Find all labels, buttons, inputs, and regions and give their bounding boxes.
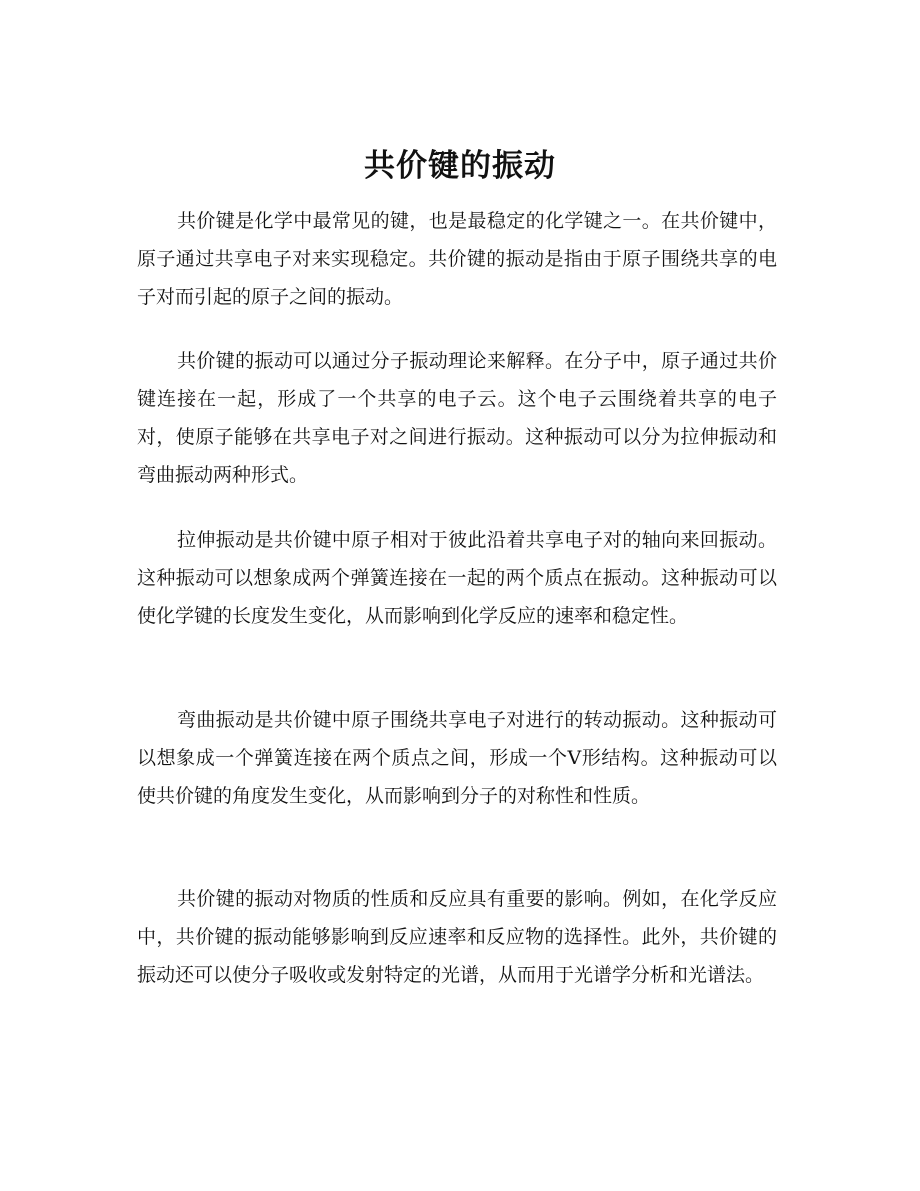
paragraph-3: 拉伸振动是共价键中原子相对于彼此沿着共享电子对的轴向来回振动。这种振动可以想象成两个弹簧连接在一起的两个质点在振动。这种振动可以使化学键的长度发生变化，从而影响到化学反应的速率和稳定性。 [137, 529, 777, 627]
paragraph-1: 共价键是化学中最常见的键，也是最稳定的化学键之一。在共价键中，原子通过共享电子对来实现稳定。共价键的振动是指由于原子围绕共享的电子对而引起的原子之间的振动。 [137, 210, 777, 308]
paragraph-5: 共价键的振动对物质的性质和反应具有重要的影响。例如，在化学反应中，共价键的振动能够影响到反应速率和反应物的选择性。此外，共价键的振动还可以使分子吸收或发射特定的光谱，从而用于光谱学分析和光谱法。 [137, 888, 777, 986]
paragraph-2: 共价键的振动可以通过分子振动理论来解释。在分子中，原子通过共价键连接在一起，形成了一个共享的电子云。这个电子云围绕着共享的电子对，使原子能够在共享电子对之间进行振动。这种振动可以分为拉伸振动和弯曲振动两种形式。 [137, 350, 777, 486]
document-title: 共价键的振动 [364, 148, 556, 184]
paragraph-4: 弯曲振动是共价键中原子围绕共享电子对进行的转动振动。这种振动可以想象成一个弹簧连接在两个质点之间，形成一个V形结构。这种振动可以使共价键的角度发生变化，从而影响到分子的对称性和性质。 [137, 709, 777, 807]
